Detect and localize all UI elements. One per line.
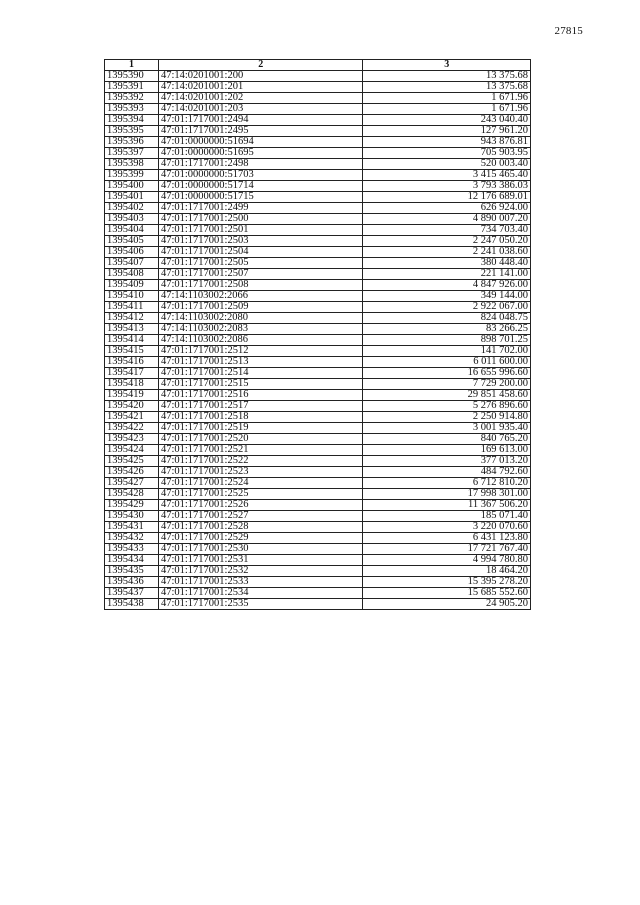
table-row — [105, 159, 531, 170]
cadastral-value-cell: 6 011 600.00 — [363, 357, 531, 368]
table-row — [105, 247, 531, 258]
row-number-cell: 1395422 — [105, 423, 159, 434]
cadastral-value-cell: 29 851 458.60 — [363, 390, 531, 401]
cadastral-number-cell: 47:01:1717001:2534 — [158, 588, 363, 599]
cadastral-value-table — [104, 59, 531, 610]
cadastral-value-cell: 6 712 810.20 — [363, 478, 531, 489]
row-number-cell: 1395399 — [105, 170, 159, 181]
row-number-cell: 1395429 — [105, 500, 159, 511]
cadastral-value-cell: 11 367 506.20 — [363, 500, 531, 511]
header-row — [105, 60, 531, 71]
row-number-cell: 1395408 — [105, 269, 159, 280]
cadastral-number-cell: 47:01:1717001:2509 — [158, 302, 363, 313]
cadastral-number-cell: 47:14:1103002:2086 — [158, 335, 363, 346]
row-number-cell: 1395397 — [105, 148, 159, 159]
row-number-cell: 1395415 — [105, 346, 159, 357]
row-number-cell: 1395431 — [105, 522, 159, 533]
cadastral-number-cell: 47:01:1717001:2516 — [158, 390, 363, 401]
row-number-cell: 1395428 — [105, 489, 159, 500]
cadastral-value-cell: 2 241 038.60 — [363, 247, 531, 258]
row-number-cell: 1395421 — [105, 412, 159, 423]
table-row — [105, 313, 531, 324]
row-number-cell: 1395391 — [105, 82, 159, 93]
table-row — [105, 555, 531, 566]
cadastral-value-cell: 943 876.81 — [363, 137, 531, 148]
cadastral-number-cell: 47:01:1717001:2529 — [158, 533, 363, 544]
table-row — [105, 434, 531, 445]
cadastral-value-cell: 4 890 007.20 — [363, 214, 531, 225]
cadastral-value-cell: 12 176 689.01 — [363, 192, 531, 203]
cadastral-number-cell: 47:01:1717001:2526 — [158, 500, 363, 511]
row-number-cell: 1395410 — [105, 291, 159, 302]
row-number-cell: 1395427 — [105, 478, 159, 489]
table-row — [105, 588, 531, 599]
cadastral-value-cell: 15 685 552.60 — [363, 588, 531, 599]
table-row — [105, 599, 531, 610]
table-row — [105, 258, 531, 269]
cadastral-number-cell: 47:14:1103002:2083 — [158, 324, 363, 335]
cadastral-number-cell: 47:01:1717001:2513 — [158, 357, 363, 368]
cadastral-number-cell: 47:01:1717001:2515 — [158, 379, 363, 390]
row-number-cell: 1395430 — [105, 511, 159, 522]
cadastral-value-cell: 127 961.20 — [363, 126, 531, 137]
row-number-cell: 1395438 — [105, 599, 159, 610]
cadastral-value-cell: 6 431 123.80 — [363, 533, 531, 544]
cadastral-value-cell: 15 395 278.20 — [363, 577, 531, 588]
cadastral-number-cell: 47:01:1717001:2530 — [158, 544, 363, 555]
cadastral-value-cell: 380 448.40 — [363, 258, 531, 269]
table-row — [105, 269, 531, 280]
table-row — [105, 104, 531, 115]
cadastral-value-cell: 1 671.96 — [363, 104, 531, 115]
cadastral-number-cell: 47:01:1717001:2499 — [158, 203, 363, 214]
cadastral-number-cell: 47:14:0201001:202 — [158, 93, 363, 104]
cadastral-value-cell: 484 792.60 — [363, 467, 531, 478]
cadastral-number-cell: 47:01:1717001:2512 — [158, 346, 363, 357]
cadastral-number-cell: 47:14:0201001:201 — [158, 82, 363, 93]
table-row — [105, 137, 531, 148]
cadastral-value-cell: 141 702.00 — [363, 346, 531, 357]
cadastral-value-cell: 185 071.40 — [363, 511, 531, 522]
cadastral-value-cell: 13 375.68 — [363, 71, 531, 82]
cadastral-number-cell: 47:01:1717001:2531 — [158, 555, 363, 566]
cadastral-number-cell: 47:01:1717001:2501 — [158, 225, 363, 236]
cadastral-number-cell: 47:01:1717001:2533 — [158, 577, 363, 588]
cadastral-number-cell: 47:01:1717001:2517 — [158, 401, 363, 412]
table-row — [105, 445, 531, 456]
cadastral-number-cell: 47:01:1717001:2500 — [158, 214, 363, 225]
cadastral-value-cell: 2 250 914.80 — [363, 412, 531, 423]
table-row — [105, 302, 531, 313]
table-row — [105, 236, 531, 247]
table-row — [105, 93, 531, 104]
row-number-cell: 1395424 — [105, 445, 159, 456]
table-row — [105, 115, 531, 126]
cadastral-value-cell: 626 924.00 — [363, 203, 531, 214]
table-row — [105, 390, 531, 401]
cadastral-value-cell: 3 793 386.03 — [363, 181, 531, 192]
cadastral-value-cell: 83 266.25 — [363, 324, 531, 335]
cadastral-value-cell: 2 922 067.00 — [363, 302, 531, 313]
row-number-cell: 1395434 — [105, 555, 159, 566]
cadastral-value-cell: 898 701.25 — [363, 335, 531, 346]
cadastral-value-cell: 243 040.40 — [363, 115, 531, 126]
cadastral-number-cell: 47:01:0000000:51714 — [158, 181, 363, 192]
cadastral-value-cell: 2 247 050.20 — [363, 236, 531, 247]
row-number-cell: 1395419 — [105, 390, 159, 401]
cadastral-number-cell: 47:14:1103002:2066 — [158, 291, 363, 302]
row-number-cell: 1395393 — [105, 104, 159, 115]
table-row — [105, 192, 531, 203]
table-row — [105, 335, 531, 346]
row-number-cell: 1395403 — [105, 214, 159, 225]
cadastral-value-cell: 705 903.95 — [363, 148, 531, 159]
cadastral-number-cell: 47:01:1717001:2508 — [158, 280, 363, 291]
table-row — [105, 203, 531, 214]
row-number-cell: 1395425 — [105, 456, 159, 467]
table-row — [105, 280, 531, 291]
cadastral-number-cell: 47:01:1717001:2505 — [158, 258, 363, 269]
table-row — [105, 148, 531, 159]
cadastral-value-cell: 17 721 767.40 — [363, 544, 531, 555]
cadastral-value-cell: 16 655 996.60 — [363, 368, 531, 379]
cadastral-number-cell: 47:14:0201001:203 — [158, 104, 363, 115]
cadastral-number-cell: 47:01:1717001:2522 — [158, 456, 363, 467]
cadastral-number-cell: 47:01:1717001:2520 — [158, 434, 363, 445]
cadastral-number-cell: 47:14:1103002:2080 — [158, 313, 363, 324]
row-number-cell: 1395394 — [105, 115, 159, 126]
table-header — [105, 60, 531, 71]
cadastral-number-cell: 47:01:1717001:2525 — [158, 489, 363, 500]
table-row — [105, 82, 531, 93]
table-row — [105, 214, 531, 225]
table-row — [105, 346, 531, 357]
cadastral-number-cell: 47:01:1717001:2528 — [158, 522, 363, 533]
cadastral-value-cell: 3 220 070.60 — [363, 522, 531, 533]
cadastral-number-cell: 47:01:0000000:51695 — [158, 148, 363, 159]
cadastral-value-cell: 4 847 926.00 — [363, 280, 531, 291]
row-number-cell: 1395402 — [105, 203, 159, 214]
row-number-cell: 1395414 — [105, 335, 159, 346]
cadastral-value-cell: 734 703.40 — [363, 225, 531, 236]
table-row — [105, 456, 531, 467]
table-row — [105, 544, 531, 555]
cadastral-value-cell: 5 276 896.60 — [363, 401, 531, 412]
cadastral-value-cell: 17 998 301.00 — [363, 489, 531, 500]
row-number-cell: 1395437 — [105, 588, 159, 599]
row-number-cell: 1395420 — [105, 401, 159, 412]
page-number: 27815 — [554, 25, 583, 37]
cadastral-value-cell: 824 048.75 — [363, 313, 531, 324]
column-header-2: 2 — [158, 60, 363, 71]
table-row — [105, 357, 531, 368]
table-row — [105, 522, 531, 533]
table-row — [105, 291, 531, 302]
table-row — [105, 71, 531, 82]
cadastral-value-cell: 520 003.40 — [363, 159, 531, 170]
cadastral-number-cell: 47:01:1717001:2523 — [158, 467, 363, 478]
table-body — [105, 71, 531, 610]
table-row — [105, 566, 531, 577]
cadastral-number-cell: 47:01:1717001:2503 — [158, 236, 363, 247]
table-row — [105, 489, 531, 500]
table-row — [105, 478, 531, 489]
cadastral-number-cell: 47:01:1717001:2527 — [158, 511, 363, 522]
row-number-cell: 1395392 — [105, 93, 159, 104]
cadastral-number-cell: 47:01:0000000:51694 — [158, 137, 363, 148]
table-row — [105, 500, 531, 511]
row-number-cell: 1395433 — [105, 544, 159, 555]
row-number-cell: 1395412 — [105, 313, 159, 324]
cadastral-value-cell: 3 001 935.40 — [363, 423, 531, 434]
row-number-cell: 1395423 — [105, 434, 159, 445]
row-number-cell: 1395398 — [105, 159, 159, 170]
cadastral-value-cell: 169 613.00 — [363, 445, 531, 456]
cadastral-value-cell: 13 375.68 — [363, 82, 531, 93]
row-number-cell: 1395409 — [105, 280, 159, 291]
cadastral-number-cell: 47:01:0000000:51715 — [158, 192, 363, 203]
row-number-cell: 1395436 — [105, 577, 159, 588]
cadastral-number-cell: 47:01:1717001:2514 — [158, 368, 363, 379]
row-number-cell: 1395404 — [105, 225, 159, 236]
row-number-cell: 1395407 — [105, 258, 159, 269]
cadastral-value-cell: 4 994 780.80 — [363, 555, 531, 566]
table-row — [105, 368, 531, 379]
cadastral-number-cell: 47:01:1717001:2507 — [158, 269, 363, 280]
cadastral-number-cell: 47:01:1717001:2524 — [158, 478, 363, 489]
cadastral-number-cell: 47:01:1717001:2518 — [158, 412, 363, 423]
column-header-1: 1 — [105, 60, 159, 71]
table-row — [105, 181, 531, 192]
table-row — [105, 577, 531, 588]
cadastral-value-cell: 221 141.00 — [363, 269, 531, 280]
cadastral-value-cell: 24 905.20 — [363, 599, 531, 610]
cadastral-value-cell: 377 013.20 — [363, 456, 531, 467]
cadastral-value-cell: 1 671.96 — [363, 93, 531, 104]
row-number-cell: 1395418 — [105, 379, 159, 390]
row-number-cell: 1395411 — [105, 302, 159, 313]
table-row — [105, 412, 531, 423]
table-row — [105, 379, 531, 390]
row-number-cell: 1395426 — [105, 467, 159, 478]
row-number-cell: 1395396 — [105, 137, 159, 148]
cadastral-number-cell: 47:01:1717001:2521 — [158, 445, 363, 456]
row-number-cell: 1395405 — [105, 236, 159, 247]
table-row — [105, 225, 531, 236]
row-number-cell: 1395413 — [105, 324, 159, 335]
table-row — [105, 401, 531, 412]
cadastral-number-cell: 47:01:1717001:2495 — [158, 126, 363, 137]
row-number-cell: 1395406 — [105, 247, 159, 258]
cadastral-number-cell: 47:01:1717001:2494 — [158, 115, 363, 126]
cadastral-number-cell: 47:14:0201001:200 — [158, 71, 363, 82]
table-row — [105, 423, 531, 434]
column-header-3: 3 — [363, 60, 531, 71]
cadastral-value-cell: 840 765.20 — [363, 434, 531, 445]
table-row — [105, 511, 531, 522]
table-row — [105, 170, 531, 181]
row-number-cell: 1395435 — [105, 566, 159, 577]
row-number-cell: 1395432 — [105, 533, 159, 544]
cadastral-number-cell: 47:01:1717001:2535 — [158, 599, 363, 610]
row-number-cell: 1395401 — [105, 192, 159, 203]
cadastral-value-cell: 18 464.20 — [363, 566, 531, 577]
row-number-cell: 1395416 — [105, 357, 159, 368]
cadastral-number-cell: 47:01:1717001:2519 — [158, 423, 363, 434]
table-row — [105, 324, 531, 335]
cadastral-value-cell: 349 144.00 — [363, 291, 531, 302]
cadastral-number-cell: 47:01:1717001:2504 — [158, 247, 363, 258]
cadastral-value-cell: 3 415 465.40 — [363, 170, 531, 181]
cadastral-number-cell: 47:01:0000000:51703 — [158, 170, 363, 181]
table-row — [105, 467, 531, 478]
cadastral-number-cell: 47:01:1717001:2532 — [158, 566, 363, 577]
row-number-cell: 1395400 — [105, 181, 159, 192]
row-number-cell: 1395395 — [105, 126, 159, 137]
row-number-cell: 1395417 — [105, 368, 159, 379]
table-row — [105, 126, 531, 137]
cadastral-number-cell: 47:01:1717001:2498 — [158, 159, 363, 170]
row-number-cell: 1395390 — [105, 71, 159, 82]
table-row — [105, 533, 531, 544]
cadastral-value-cell: 7 729 200.00 — [363, 379, 531, 390]
